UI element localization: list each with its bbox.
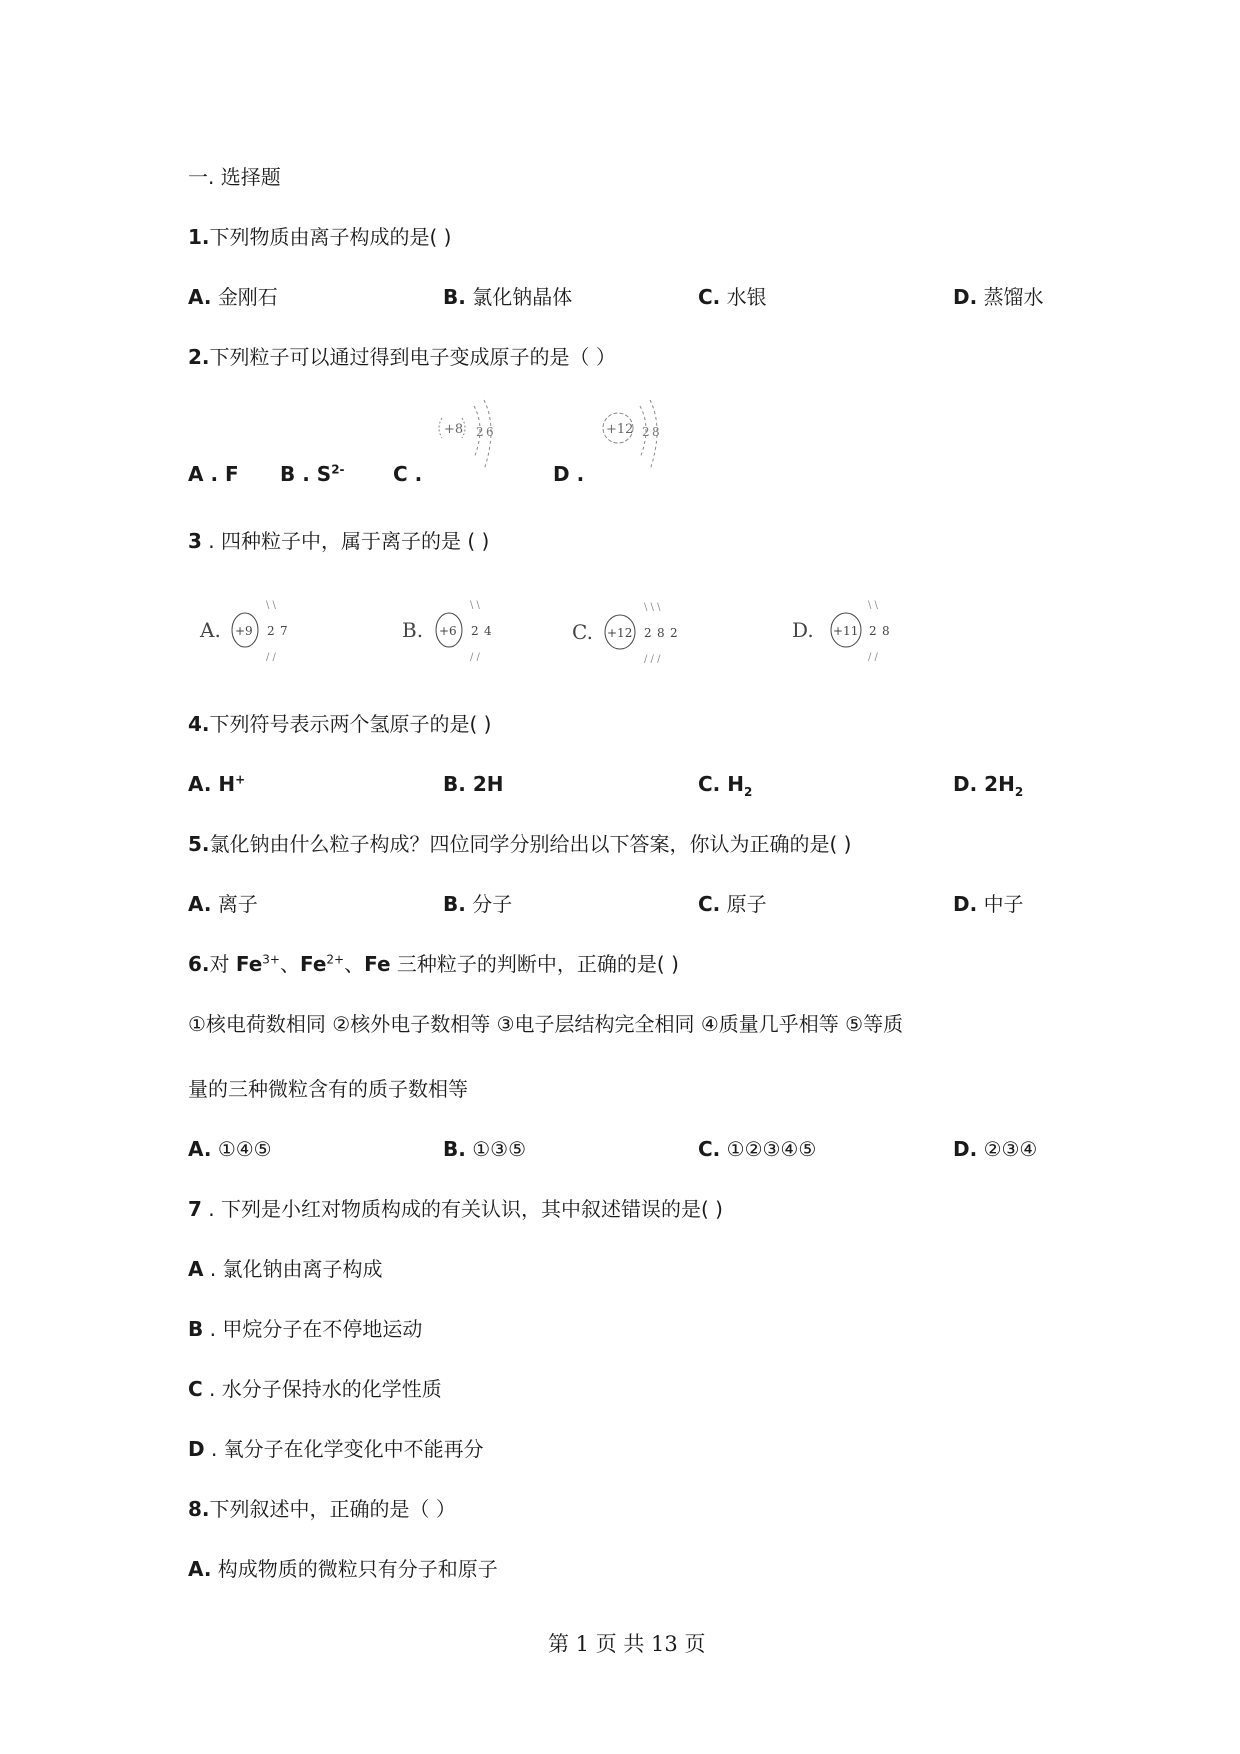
question-5-stem: 5.氯化钠由什么粒子构成？四位同学分别给出以下答案，你认为正确的是( ): [188, 832, 852, 856]
svg-text:+11: +11: [833, 624, 859, 638]
q7-option-c: C . 水分子保持水的化学性质: [188, 1377, 442, 1401]
q6-option-a: A. ①④⑤: [188, 1137, 272, 1161]
q5-option-d: D. 中子: [953, 892, 1024, 916]
svg-text:8: 8: [652, 425, 660, 439]
svg-text:+9: +9: [235, 624, 253, 638]
q1-option-b: B. 氯化钠晶体: [443, 285, 573, 309]
q3-option-d-label: D.: [792, 618, 814, 642]
question-text: 下列物质由离子构成的是( ): [209, 225, 452, 249]
svg-text:2: 2: [670, 626, 678, 640]
svg-text:\ \: \ \: [868, 600, 878, 611]
question-8-stem: 8.下列叙述中，正确的是（ ）: [188, 1497, 456, 1521]
svg-text:\ \ \: \ \ \: [644, 602, 661, 613]
q4-option-a: A. H+: [188, 772, 246, 796]
atom-diagram-q3-d: [826, 596, 906, 668]
q7-option-d: D . 氧分子在化学变化中不能再分: [188, 1437, 484, 1461]
atom-diagram-q3-c: [600, 598, 700, 670]
svg-text:/ /: / /: [266, 652, 276, 663]
q3-option-b-label: B.: [402, 618, 424, 642]
q1-option-d: D. 蒸馏水: [953, 285, 1044, 309]
q8-option-a: A. 构成物质的微粒只有分子和原子: [188, 1557, 498, 1581]
svg-text:7: 7: [280, 624, 288, 638]
question-6-statements-line2: 量的三种微粒含有的质子数相等: [188, 1077, 468, 1101]
question-6-statements-line1: ①核电荷数相同 ②核外电子数相等 ③电子层结构完全相同 ④质量几乎相等 ⑤等质: [188, 1012, 904, 1036]
svg-text:4: 4: [484, 624, 492, 638]
q2-option-b: B . $S^{2-}$: [280, 462, 345, 486]
question-4-stem: 4.下列符号表示两个氢原子的是( ): [188, 712, 492, 736]
q1-option-a: A. 金刚石: [188, 285, 278, 309]
question-6-stem: 6.对 $Fe^{3+}$、$Fe^{2+}$、Fe 三种粒子的判断中，正确的是( ): [188, 952, 679, 976]
svg-text:/ /: / /: [868, 652, 878, 663]
svg-text:+6: +6: [439, 624, 457, 638]
q7-option-b: B . 甲烷分子在不停地运动: [188, 1317, 423, 1341]
q2-option-c: C .: [393, 462, 423, 486]
q2-option-a: A . F: [188, 462, 239, 486]
page-number: 第 1 页 共 13 页: [548, 1632, 706, 1656]
question-3-stem: 3 . 四种粒子中，属于离子的是 ( ): [188, 529, 490, 553]
svg-text:\ \: \ \: [470, 600, 480, 611]
svg-text:/ /: / /: [470, 652, 480, 663]
question-number: 1.: [188, 225, 210, 249]
q4-option-d: D. $2H_2$: [953, 772, 1024, 799]
svg-text:2: 2: [644, 626, 652, 640]
svg-text:\ \: \ \: [266, 600, 276, 611]
svg-text:2: 2: [267, 624, 275, 638]
q2-option-d: D .: [553, 462, 585, 486]
section-title: 一. 选择题: [188, 165, 281, 189]
question-7-stem: 7 . 下列是小红对物质构成的有关认识，其中叙述错误的是( ): [188, 1197, 723, 1221]
svg-text:6: 6: [486, 425, 494, 439]
atom-diagram-d: [598, 398, 678, 478]
svg-text:+8: +8: [444, 422, 464, 437]
q4-option-b: B. 2H: [443, 772, 504, 796]
svg-text:2: 2: [471, 624, 479, 638]
q4-option-c: C. $H_2$: [698, 772, 753, 799]
svg-text:8: 8: [882, 624, 890, 638]
svg-text:+12: +12: [606, 422, 634, 437]
svg-text:2: 2: [476, 425, 484, 439]
atom-diagram-c: [432, 398, 512, 478]
svg-text:8: 8: [657, 626, 665, 640]
question-1-stem: [188, 223, 451, 251]
svg-text:+12: +12: [607, 626, 633, 640]
atom-diagram-q3-b: [432, 596, 512, 668]
q5-option-a: A. 离子: [188, 892, 258, 916]
svg-text:2: 2: [869, 624, 877, 638]
q5-option-b: B. 分子: [443, 892, 513, 916]
svg-text:2: 2: [642, 425, 650, 439]
q3-option-a-label: A.: [200, 618, 221, 642]
q5-option-c: C. 原子: [698, 892, 767, 916]
svg-text:/ / /: / / /: [644, 654, 661, 665]
atom-diagram-q3-a: [228, 596, 308, 668]
q1-option-c: C. 水银: [698, 285, 767, 309]
q3-option-c-label: C.: [572, 620, 593, 644]
q6-option-d: D. ②③④: [953, 1137, 1038, 1161]
q6-option-c: C. ①②③④⑤: [698, 1137, 817, 1161]
q6-option-b: B. ①③⑤: [443, 1137, 526, 1161]
question-2-stem: 2.下列粒子可以通过得到电子变成原子的是（ ）: [188, 345, 616, 369]
q7-option-a: A . 氯化钠由离子构成: [188, 1257, 383, 1281]
